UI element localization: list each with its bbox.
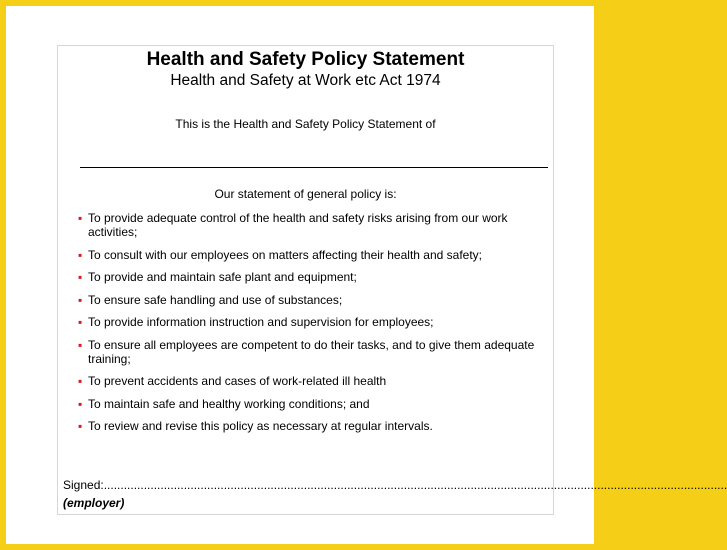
general-policy-heading: Our statement of general policy is: bbox=[214, 187, 397, 201]
bullet-icon: ▪ bbox=[78, 315, 83, 329]
policy-item-text: To consult with our employees on matters affecting their health and safety; bbox=[88, 247, 482, 262]
policy-list-item bbox=[78, 374, 548, 388]
policy-item-text: To ensure safe handling and use of substances; bbox=[88, 292, 343, 307]
policy-list-item bbox=[78, 270, 548, 284]
page-canvas bbox=[6, 6, 727, 544]
employer-label: (employer) bbox=[63, 496, 125, 510]
bullet-icon: ▪ bbox=[78, 247, 83, 262]
intro-text: This is the Health and Safety Policy Statement of bbox=[175, 117, 436, 131]
bullet-icon: ▪ bbox=[78, 337, 83, 352]
policy-list-item bbox=[78, 211, 548, 239]
policy-item-text: To provide adequate control of the health and safety risks arising from our work activities; bbox=[88, 211, 508, 239]
policy-list-item bbox=[78, 419, 548, 433]
signature-line: Signed:........................................................................................................................................................................................... bbox=[63, 478, 727, 492]
policy-item-text: To provide information instruction and supervision for employees; bbox=[88, 315, 434, 329]
document-title: Health and Safety Policy Statement bbox=[146, 49, 465, 70]
document-subtitle: Health and Safety at Work etc Act 1974 bbox=[170, 72, 441, 89]
company-name-blank-line bbox=[80, 167, 548, 168]
policy-list-item bbox=[78, 293, 548, 307]
bullet-icon: ▪ bbox=[78, 419, 83, 433]
policy-item-text: To prevent accidents and cases of work-related ill health bbox=[88, 374, 387, 388]
policy-item-text: To provide and maintain safe plant and equipment; bbox=[88, 270, 357, 284]
policy-list-item bbox=[78, 397, 548, 411]
bullet-icon: ▪ bbox=[78, 374, 83, 388]
bullet-icon: ▪ bbox=[78, 292, 83, 307]
bullet-icon: ▪ bbox=[78, 270, 83, 284]
policy-list bbox=[78, 211, 548, 442]
policy-list-item bbox=[78, 338, 548, 366]
bullet-icon: ▪ bbox=[78, 211, 83, 225]
policy-document bbox=[57, 45, 727, 515]
policy-item-text: To maintain safe and healthy working conditions; and bbox=[88, 396, 370, 411]
policy-list-item bbox=[78, 248, 548, 262]
bullet-icon: ▪ bbox=[78, 396, 83, 411]
policy-list-item bbox=[78, 315, 548, 329]
policy-item-text: To review and revise this policy as necessary at regular intervals. bbox=[88, 419, 433, 433]
policy-item-text: To ensure all employees are competent to do their tasks, and to give them adequate training; bbox=[88, 337, 535, 366]
